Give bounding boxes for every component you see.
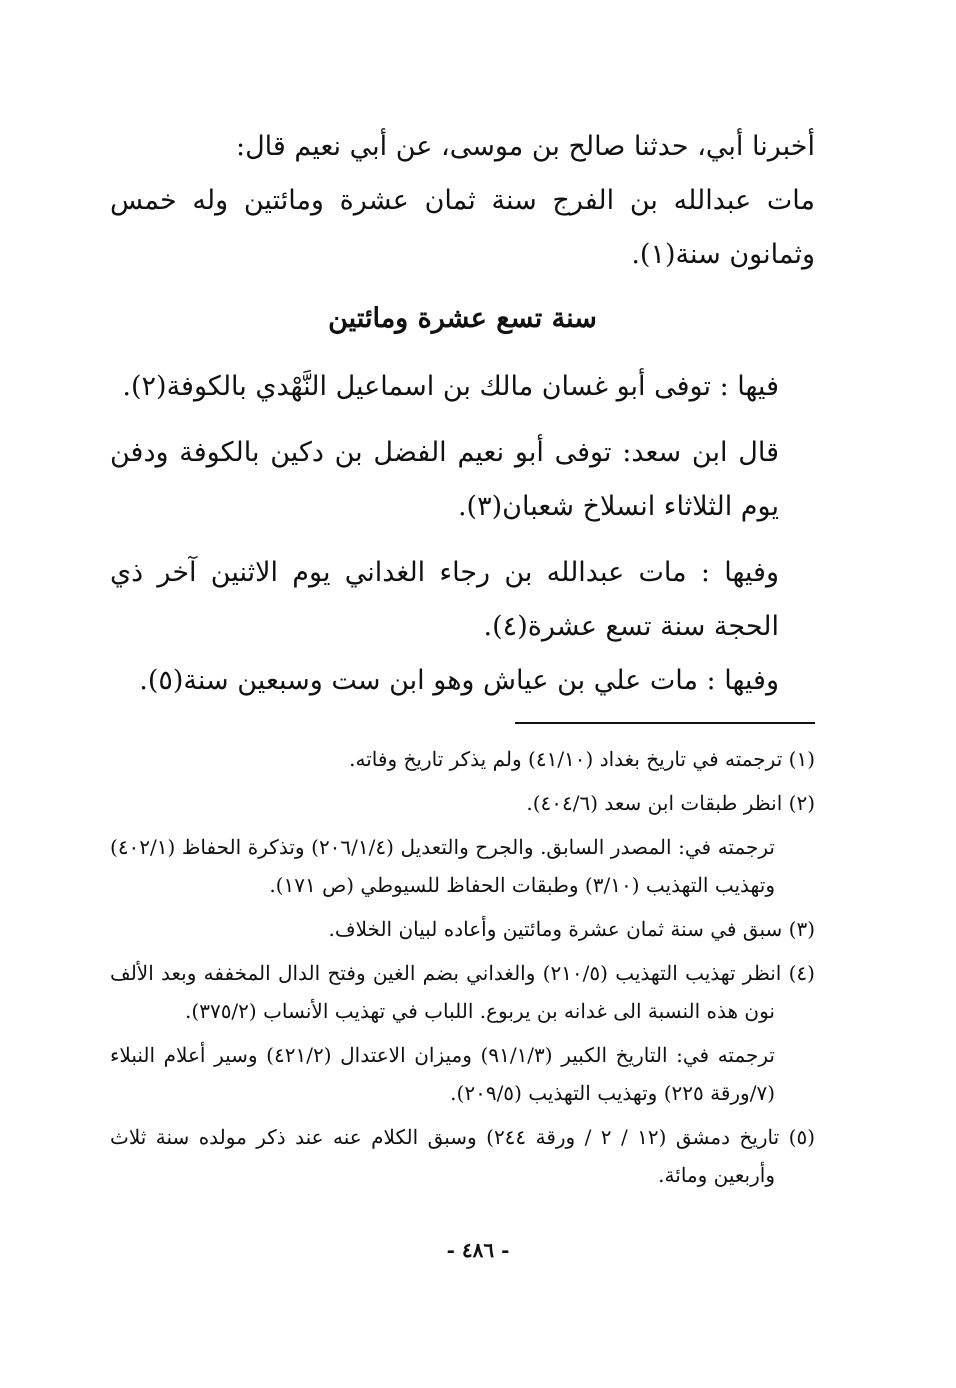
entry-1: فيها : توفى أبو غسان مالك بن اسماعيل النَّهْدي بالكوفة(٢). (122, 371, 779, 402)
footnote-2-continued: ترجمته في: المصدر السابق. والجرح والتعديل (٢٠٦/١/٤) وتذكرة الحفاظ (٤٠٢/١) وتهذيب التهذيب (٣/١٠) وطبقات الحفاظ للسيوطي (ص ١٧١). (110, 835, 775, 897)
intro-line-2: مات عبدالله بن الفرج سنة ثمان عشرة ومائتين وله خمس وثمانون سنة(١). (110, 185, 815, 270)
footnote-5: (٥) تاريخ دمشق (١٢ / ٢ / ورقة ٢٤٤) وسبق الكلام عنه عند ذكر مولده سنة ثلاث وأربعين ومائة. (110, 1125, 816, 1187)
footnotes (110, 740, 815, 1194)
footnote-4: (٤) انظر تهذيب التهذيب (٢١٠/٥) والغداني بضم الغين وفتح الدال المخففه وبعد الألف نون هذه النسبة الى غدانه بن يربوع. اللباب في تهذيب الأنساب (٣٧٥/٢). (110, 961, 815, 1023)
footnote-1: (١) ترجمته في تاريخ بغداد (٤١/١٠) ولم يذكر تاريخ وفاته. (349, 747, 815, 771)
entry-3: وفيها : مات عبدالله بن رجاء الغداني يوم الاثنين آخر ذي الحجة سنة تسع عشرة(٤). (110, 557, 779, 642)
footnote-4-continued: ترجمته في: التاريخ الكبير (٩١/١/٣) وميزان الاعتدال (٤٢١/٢) وسير أعلام النبلاء (٧/ورقة ٢٢٥) وتهذيب التهذيب (٢٠٩/٥). (110, 1043, 775, 1105)
footnote-2: (٢) انظر طبقات ابن سعد (٤٠٤/٦). (526, 791, 815, 815)
section-heading: سنة تسع عشرة ومائتين (328, 303, 597, 334)
entry-4: وفيها : مات علي بن عياش وهو ابن ست وسبعين سنة(٥). (139, 665, 779, 696)
footnote-divider (515, 722, 815, 724)
main-text (110, 120, 815, 708)
footnote-3: (٣) سبق في سنة ثمان عشرة ومائتين وأعاده لبيان الخلاف. (328, 917, 815, 941)
document-page (110, 120, 815, 1200)
entry-2: قال ابن سعد: توفى أبو نعيم الفضل بن دكين بالكوفة ودفن يوم الثلاثاء انسلاخ شعبان(٣). (110, 437, 779, 522)
intro-line-1: أخبرنا أبي، حدثنا صالح بن موسى، عن أبي نعيم قال: (235, 131, 815, 162)
page-number: - ٤٨٦ - (446, 1238, 510, 1262)
